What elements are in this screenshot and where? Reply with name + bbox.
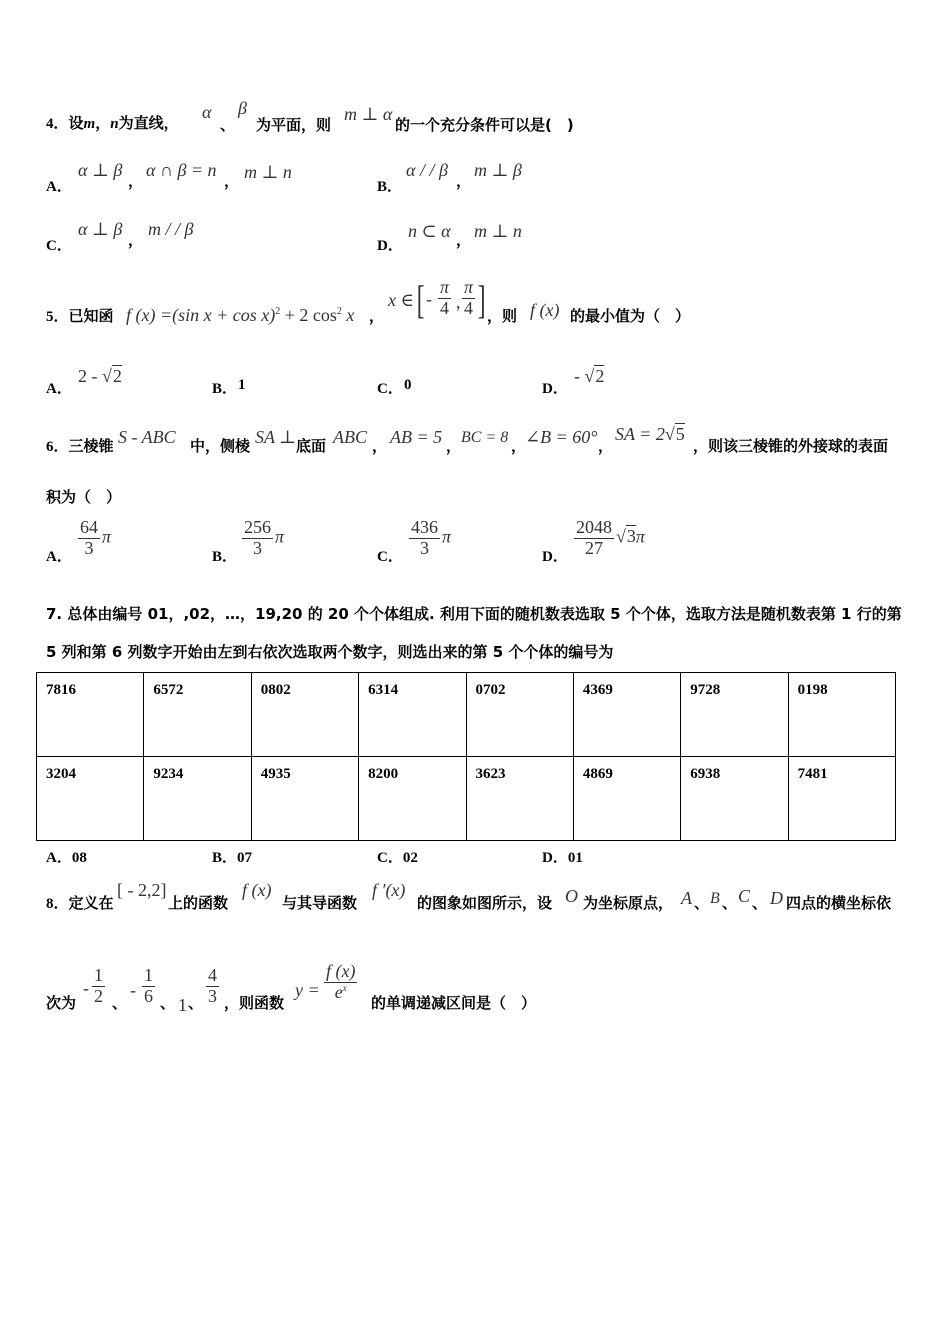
q4-text-plane: 为平面，则 bbox=[256, 116, 332, 134]
table-cell: 0198 bbox=[788, 673, 895, 757]
q5-option-b: 1 bbox=[238, 377, 246, 393]
q4-option-d-expr1: n ⊂ α bbox=[408, 221, 451, 241]
q4-option-b-expr2: m ⊥ β bbox=[474, 160, 522, 180]
table-cell: 7816 bbox=[37, 673, 144, 757]
q4-option-a-expr1: α ⊥ β bbox=[78, 160, 123, 180]
table-cell: 9234 bbox=[144, 757, 251, 841]
table-cell: 9728 bbox=[681, 673, 788, 757]
q6-option-a: $\frac{64}{3}$ π bbox=[80, 517, 112, 558]
q8-stem: 8．定义在 bbox=[46, 894, 114, 912]
q7-option-b[interactable]: B．07 bbox=[212, 850, 253, 866]
random-number-table bbox=[36, 672, 896, 841]
table-cell: 0702 bbox=[466, 673, 573, 757]
q5-domain-right: $\frac{\pi}{4}$ bbox=[464, 277, 474, 318]
q4-alpha: α bbox=[202, 102, 212, 122]
table-cell: 6314 bbox=[359, 673, 466, 757]
q4-option-b-label[interactable]: B． bbox=[377, 179, 403, 195]
q4-condition: m ⊥ α bbox=[344, 104, 393, 124]
q6-option-c-label[interactable]: C． bbox=[377, 549, 403, 565]
q6-option-b-label[interactable]: B． bbox=[212, 549, 238, 565]
q4-option-a-expr2: α ∩ β = n bbox=[146, 160, 217, 180]
q5-option-c: 0 bbox=[404, 377, 412, 393]
table-cell: 6572 bbox=[144, 673, 251, 757]
table-cell: 8200 bbox=[359, 757, 466, 841]
q5-number: 5． bbox=[46, 309, 69, 325]
q5-function: f (x) =(sin x + cos x)$^2$ + 2 $\cos^2 x$ bbox=[126, 305, 355, 325]
q4-dun: 、 bbox=[220, 116, 236, 134]
q5-fx: f (x) bbox=[530, 300, 560, 320]
q6-option-c: $\frac{436}{3}$ π bbox=[411, 517, 452, 558]
table-cell: 4935 bbox=[251, 757, 358, 841]
q4-option-d-label[interactable]: D． bbox=[377, 238, 403, 254]
q4-option-b-expr1: α / / β bbox=[406, 160, 448, 180]
q4-beta: β bbox=[238, 98, 247, 118]
table-cell: 4869 bbox=[573, 757, 680, 841]
q4-option-c-label[interactable]: C． bbox=[46, 238, 72, 254]
q7-option-c[interactable]: C．02 bbox=[377, 850, 418, 866]
table-cell: 7481 bbox=[788, 757, 895, 841]
q4-option-d-expr2: m ⊥ n bbox=[474, 221, 522, 241]
table-cell: 0802 bbox=[251, 673, 358, 757]
q5-option-d-label[interactable]: D． bbox=[542, 381, 568, 397]
q4-stem: 4．设m，n为直线， bbox=[46, 114, 179, 132]
q8-y-fraction: $\frac{f (x)}{e^x}$ bbox=[326, 961, 356, 1002]
q8-number: 8． bbox=[46, 896, 69, 912]
q7-stem-line2: 5 列和第 6 列数字开始由左到右依次选取两个数字，则选出来的第 5 个个体的编号为 bbox=[46, 643, 614, 661]
q6-number: 6． bbox=[46, 439, 69, 455]
q6-option-a-label[interactable]: A． bbox=[46, 549, 72, 565]
q5-domain-left: $\frac{\pi}{4}$ bbox=[440, 277, 450, 318]
q7-option-d[interactable]: D．01 bbox=[542, 850, 583, 866]
q6-option-b: $\frac{256}{3}$ π bbox=[244, 517, 285, 558]
q4-option-c-expr2: m / / β bbox=[148, 219, 194, 239]
q4-option-c-expr1: α ⊥ β bbox=[78, 219, 123, 239]
table-row bbox=[37, 673, 896, 757]
table-cell: 3623 bbox=[466, 757, 573, 841]
q8-interval: [ - 2,2] bbox=[117, 880, 167, 900]
q5-option-c-label[interactable]: C． bbox=[377, 381, 403, 397]
q7-stem-line1: 7. 总体由编号 01，,02，…，19,20 的 20 个个体组成. 利用下面的随机数表选取 5 个个体，选取方法是随机数表第 1 行的第 bbox=[46, 605, 902, 623]
q5-option-a: 2 - √2 bbox=[78, 366, 122, 386]
q6-option-d-label[interactable]: D． bbox=[542, 549, 568, 565]
q4-number: 4． bbox=[46, 116, 69, 132]
table-cell: 3204 bbox=[37, 757, 144, 841]
q4-option-a-expr3: m ⊥ n bbox=[244, 162, 292, 182]
q7-option-a[interactable]: A．08 bbox=[46, 850, 87, 866]
q5-option-a-label[interactable]: A． bbox=[46, 381, 72, 397]
q5-option-b-label[interactable]: B． bbox=[212, 381, 238, 397]
q5-domain: x ∈ bbox=[388, 290, 414, 310]
q4-text-tail: 的一个充分条件可以是( ) bbox=[395, 116, 574, 134]
q5-option-d: - √2 bbox=[574, 366, 605, 386]
table-row bbox=[37, 757, 896, 841]
table-cell: 6938 bbox=[681, 757, 788, 841]
q6-option-d: $\frac{2048}{27}$ √3π bbox=[576, 517, 645, 558]
q6-stem: 6．三棱锥 bbox=[46, 437, 114, 455]
q5-stem: 5．已知函 bbox=[46, 307, 114, 325]
table-cell: 4369 bbox=[573, 673, 680, 757]
q4-option-a-label[interactable]: A． bbox=[46, 179, 72, 195]
